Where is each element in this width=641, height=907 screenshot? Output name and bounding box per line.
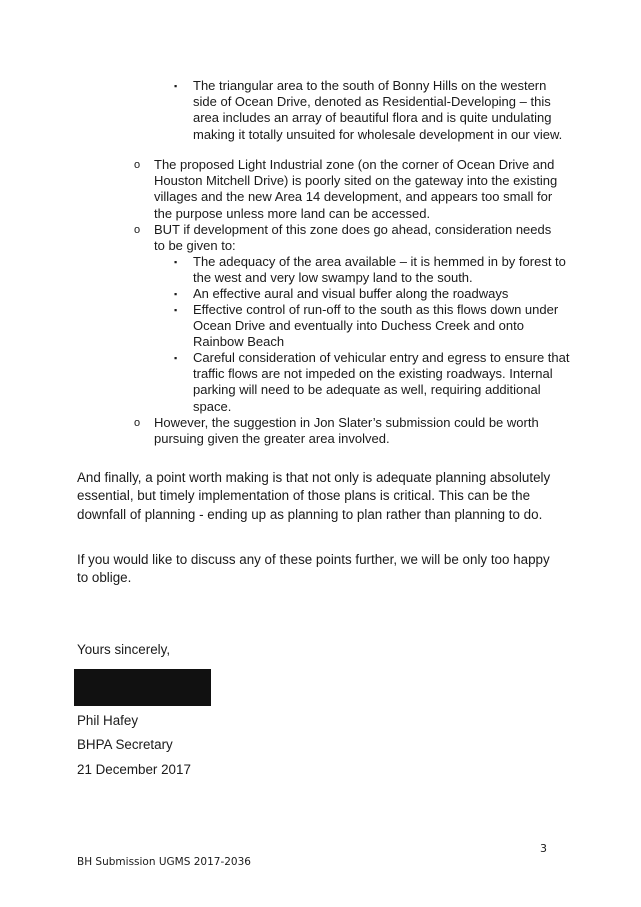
bullet-item-triangular-area — [174, 78, 573, 143]
bullet-item-buffer — [174, 286, 573, 302]
square-bullet-icon: ▪ — [174, 305, 178, 315]
sub-item-text: The proposed Light Industrial zone (on the corner of Ocean Drive and Houston Mitchell Drive) is poorly sited on the gateway into the existing villages and the new Area 14 development, and appears too small for the purpose unless more land can be accessed. — [154, 157, 558, 221]
circle-bullet-icon: o — [134, 417, 141, 429]
square-bullet-icon: ▪ — [174, 289, 178, 299]
signer-name: Phil Hafey — [77, 713, 139, 728]
sub-item-but-if — [134, 222, 564, 254]
bullet-item-adequacy — [174, 254, 573, 286]
bullet-item-runoff — [174, 302, 573, 351]
sub-item-light-industrial — [134, 157, 564, 222]
bullet-text: Effective control of run-off to the south as this flows down under Ocean Drive and eventually into Duchess Creek and onto Rainbow Beach — [193, 302, 559, 350]
sub-item-text: However, the suggestion in Jon Slater’s submission could be worth pursuing given the greater area involved. — [154, 415, 539, 447]
paragraph-finally: And finally, a point worth making is that not only is adequate planning absolutely essential, but timely implementation of those plans is critical. This can be the downfall of planning - ending up as planning to plan rather than planning to do. — [77, 470, 551, 522]
circle-bullet-icon: o — [134, 159, 141, 171]
bullet-text: The triangular area to the south of Bonny Hills on the western side of Ocean Drive, denoted as Residential-Developing – this area includes an array of beautiful flora and is quite undulating making it totally unsuited for wholesale development in our view. — [193, 78, 563, 142]
sub-item-text: BUT if development of this zone does go ahead, consideration needs to be given to: — [154, 222, 552, 254]
bullet-text: The adequacy of the area available – it is hemmed in by forest to the west and very low swampy land to the south. — [193, 254, 566, 286]
bullet-item-vehicular — [174, 350, 573, 415]
circle-bullet-icon: o — [134, 224, 141, 236]
sub-item-however — [134, 415, 564, 447]
page-footer: BH Submission UGMS 2017-2036 — [77, 856, 251, 868]
redacted-signature — [74, 669, 211, 706]
paragraph-discuss: If you would like to discuss any of these points further, we will be only too happy to oblige. — [77, 552, 550, 586]
bullet-text: Careful consideration of vehicular entry and egress to ensure that traffic flows are not impeded on the existing roadways. Internal parking will need to be adequate as well, requiring additional space. — [193, 350, 570, 414]
letter-date: 21 December 2017 — [77, 762, 191, 777]
page-number: 3 — [540, 842, 547, 855]
square-bullet-icon: ▪ — [174, 257, 178, 267]
closing-salutation: Yours sincerely, — [77, 642, 171, 657]
square-bullet-icon: ▪ — [174, 353, 178, 363]
square-bullet-icon: ▪ — [174, 81, 178, 91]
signer-title: BHPA Secretary — [77, 737, 173, 752]
bullet-text: An effective aural and visual buffer along the roadways — [193, 286, 509, 301]
